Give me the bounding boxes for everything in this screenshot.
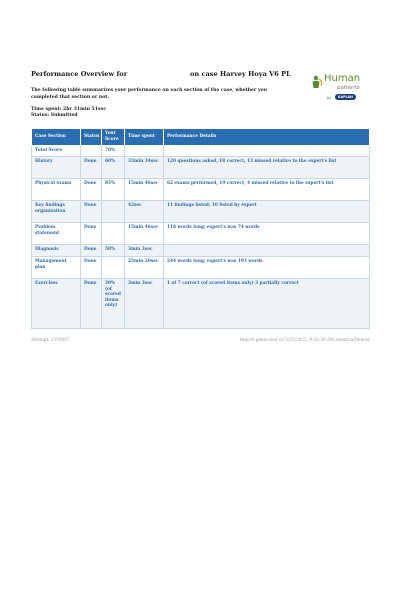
row-details — [164, 245, 370, 257]
ihuman-logo — [310, 74, 370, 106]
row-details: 120 questions asked, 18 correct, 12 missed relative to the expert's list — [164, 157, 370, 179]
row-score: 60% — [102, 157, 125, 179]
row-details: 11 findings listed; 10 listed by expert — [164, 201, 370, 223]
table-row — [32, 201, 370, 223]
row-section: Problem statement — [32, 223, 81, 245]
attempt-id: Attempt: 2305067 — [31, 337, 70, 342]
row-time: 3min 3sec — [125, 279, 164, 329]
row-time: 15min 46sec — [125, 223, 164, 245]
row-score — [102, 201, 125, 223]
row-score — [102, 223, 125, 245]
row-section: Total Score — [32, 146, 81, 157]
kaplan-badge: KAPLAN — [335, 94, 356, 100]
row-section: Diagnosis — [32, 245, 81, 257]
row-details — [164, 146, 370, 157]
row-status: Done — [81, 223, 102, 245]
row-status: Done — [81, 201, 102, 223]
row-time: 33min 34sec — [125, 157, 164, 179]
title-prefix: Performance Overview for — [31, 70, 128, 78]
status-text: Status: Submitted — [31, 113, 78, 119]
title-suffix: on case Harvey Hoya V6 PL — [190, 70, 291, 78]
logo-by-text: by — [327, 96, 332, 100]
row-status: Done — [81, 157, 102, 179]
table-row — [32, 245, 370, 257]
row-time: 25min 20sec — [125, 257, 164, 279]
row-time — [125, 146, 164, 157]
row-section: Key findings organization — [32, 201, 81, 223]
row-score: 70% — [102, 146, 125, 157]
row-score: 50% — [102, 245, 125, 257]
report-generated-timestamp: Report generated on 5/25/2022, 9:52:30 AM America/Denver — [239, 337, 370, 342]
row-details: 244 words long; expert's was 193 words — [164, 257, 370, 279]
header-status: Status — [81, 129, 102, 146]
header-performance-details: Performance Details — [164, 129, 370, 146]
row-time: 42sec — [125, 201, 164, 223]
row-status: Done — [81, 279, 102, 329]
row-status — [81, 146, 102, 157]
time-spent-text: Time spent: 2hr 31min 51sec — [31, 107, 107, 112]
table-row — [32, 279, 370, 329]
table-row — [32, 146, 370, 157]
row-status: Done — [81, 179, 102, 201]
row-time: 3min 3sec — [125, 245, 164, 257]
table-row — [32, 223, 370, 245]
row-score: 85% — [102, 179, 125, 201]
table-row — [32, 157, 370, 179]
row-score: 39% (of scored items only) — [102, 279, 125, 329]
header-time-spent: Time spent — [125, 129, 164, 146]
row-section: Management plan — [32, 257, 81, 279]
performance-table — [31, 128, 370, 329]
header-score: Your Score — [102, 129, 125, 146]
row-score — [102, 257, 125, 279]
logo-brand-text: Human — [324, 73, 361, 84]
row-time: 15min 46sec — [125, 179, 164, 201]
table-row — [32, 257, 370, 279]
summary-meta — [31, 107, 106, 119]
row-section: Exercises — [32, 279, 81, 329]
intro-text: The following table summarizes your performance on each section of the case, whether you completed that section or not. — [31, 88, 268, 100]
ihuman-logo-icon — [310, 75, 324, 89]
row-details: 62 exams performed, 19 correct, 4 missed relative to the expert's list — [164, 179, 370, 201]
row-status: Done — [81, 245, 102, 257]
table-header-row — [32, 129, 370, 146]
row-section: Physical exams — [32, 179, 81, 201]
row-details: 1 of 7 correct (of scored items only) 3 partially correct — [164, 279, 370, 329]
row-details: 118 words long; expert's was 74 words — [164, 223, 370, 245]
table-row — [32, 179, 370, 201]
header-case-section: Case Section — [32, 129, 81, 146]
logo-sub-text: patients — [337, 85, 360, 91]
row-section: History — [32, 157, 81, 179]
row-status: Done — [81, 257, 102, 279]
